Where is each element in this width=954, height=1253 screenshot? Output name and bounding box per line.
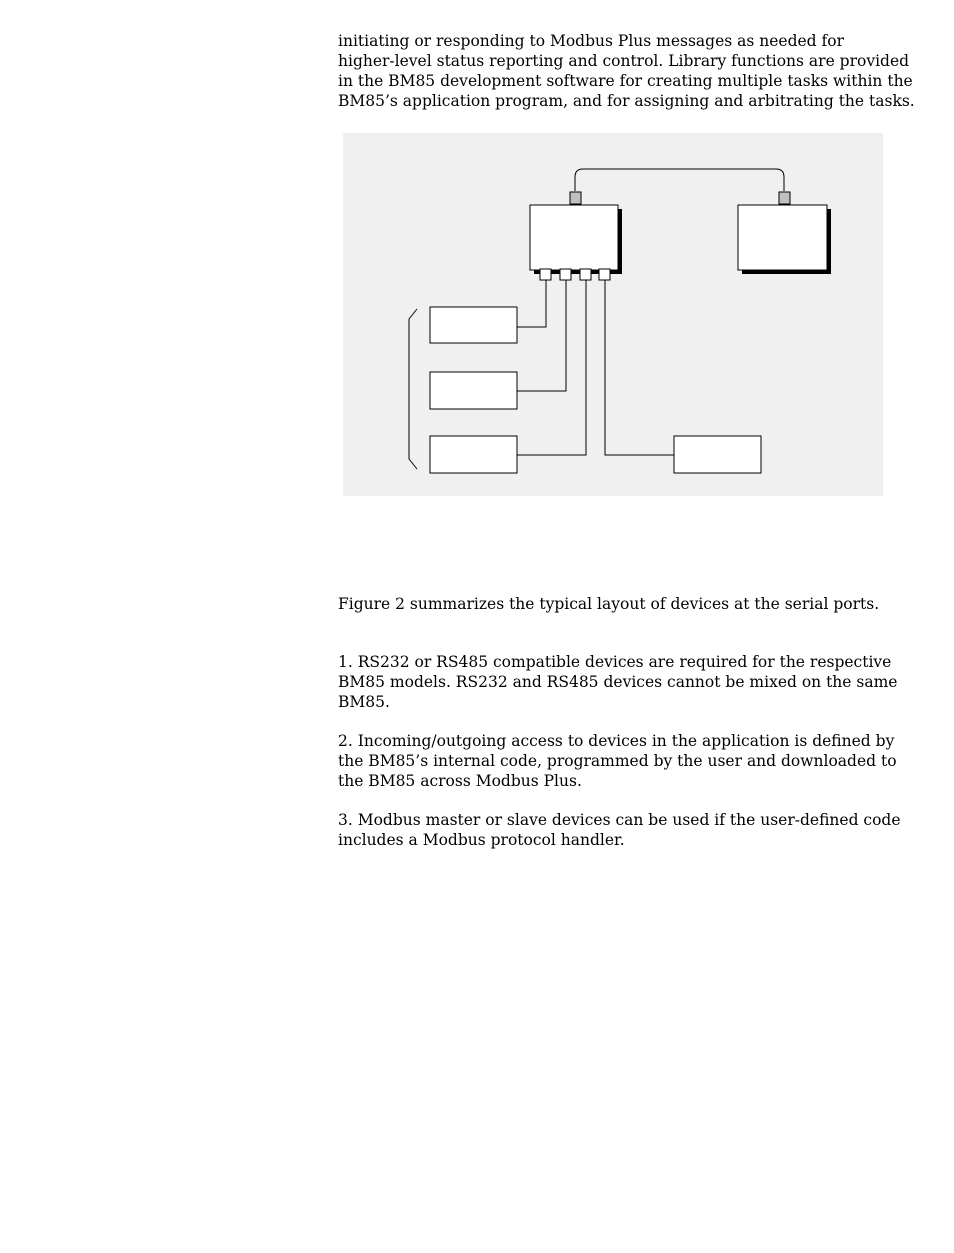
- text-line: the BM85 across Modbus Plus.: [338, 772, 582, 790]
- serial-wire-1: [517, 280, 546, 327]
- serial-port-1: [540, 269, 551, 280]
- text-line: Figure 2 summarizes the typical layout of devices at the serial ports.: [338, 595, 880, 613]
- text-line: 3. Modbus master or slave devices can be used if the user-defined code: [338, 811, 901, 829]
- note-3: [338, 810, 901, 850]
- text-line: higher-level status reporting and control. Library functions are provided: [338, 52, 910, 70]
- network-cable: [575, 169, 784, 191]
- serial-port-4: [599, 269, 610, 280]
- network-node-box: [738, 205, 827, 270]
- serial-port-2: [560, 269, 571, 280]
- text-line: initiating or responding to Modbus Plus messages as needed for: [338, 32, 845, 50]
- note-2: [338, 731, 898, 791]
- note-1: [338, 652, 898, 712]
- serial-device-1: [430, 307, 517, 343]
- text-line: 2. Incoming/outgoing access to devices in the application is defined by: [338, 732, 895, 750]
- text-line: 1. RS232 or RS485 compatible devices are required for the respective: [338, 653, 892, 671]
- text-line: in the BM85 development software for creating multiple tasks within the: [338, 72, 913, 90]
- text-line: BM85’s application program, and for assigning and arbitrating the tasks.: [338, 92, 915, 110]
- bm85-network-connector: [570, 192, 581, 204]
- text-line: BM85 models. RS232 and RS485 devices cannot be mixed on the same: [338, 673, 898, 691]
- network-node-connector: [779, 192, 790, 204]
- figure-serial-port-layout: [343, 133, 883, 496]
- serial-wire-2: [517, 280, 566, 391]
- bm85-box: [530, 205, 618, 270]
- summary-paragraph: [338, 594, 898, 614]
- text-line: the BM85’s internal code, programmed by the user and downloaded to: [338, 752, 897, 770]
- serial-wire-4: [605, 280, 674, 455]
- text-line: BM85.: [338, 693, 390, 711]
- serial-device-2: [430, 372, 517, 409]
- device-group-bracket: [409, 309, 417, 469]
- figure-diagram: [343, 133, 883, 496]
- serial-device-3: [430, 436, 517, 473]
- serial-device-4: [674, 436, 761, 473]
- intro-paragraph: [338, 31, 915, 111]
- text-line: includes a Modbus protocol handler.: [338, 831, 625, 849]
- serial-port-3: [580, 269, 591, 280]
- serial-wire-3: [517, 280, 586, 455]
